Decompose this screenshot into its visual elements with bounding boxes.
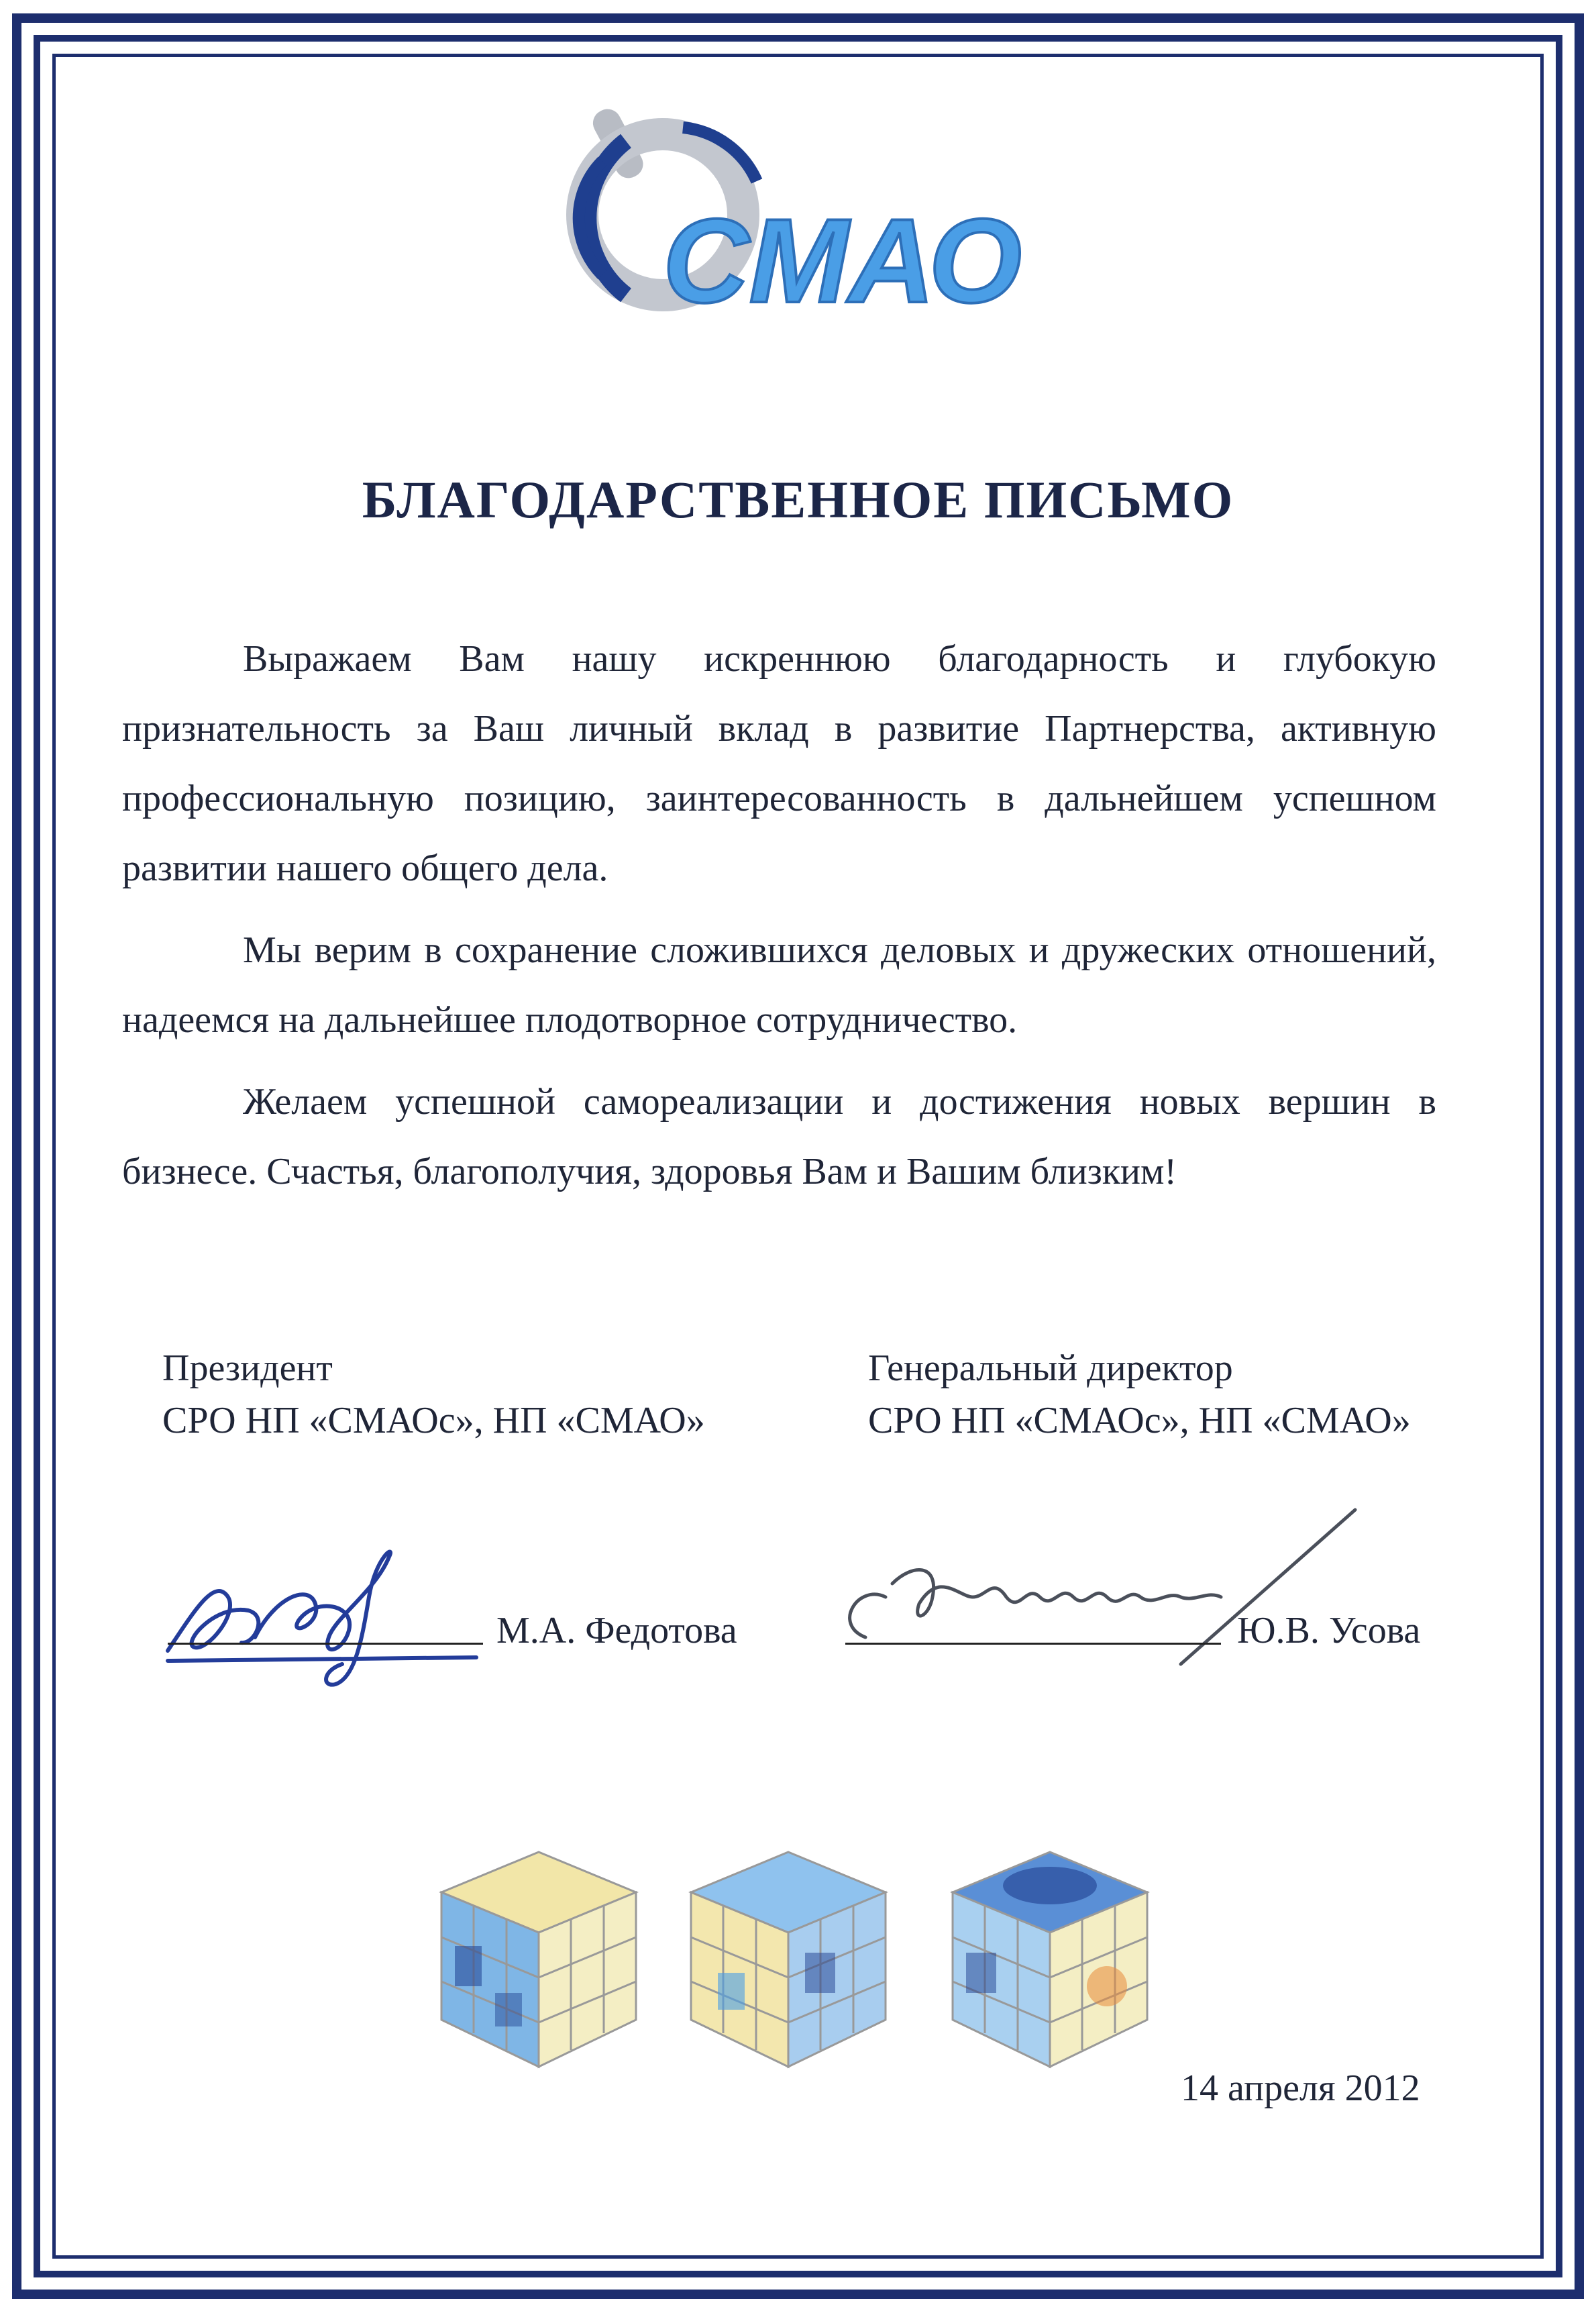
- signatory-right-position: Генеральный директор: [868, 1347, 1233, 1389]
- letter-date: 14 апреля 2012: [1181, 2067, 1420, 2109]
- decorative-cube-1: [428, 1839, 649, 2080]
- paragraph-2: Мы верим в сохранение сложившихся деловых и дружеских отношений, надеемся на дальнейшее плодотворное сотрудничество.: [122, 929, 1436, 1041]
- decorative-cube-2: [678, 1839, 899, 2080]
- signatory-right-org: СРО НП «СМАОс», НП «СМАО»: [868, 1400, 1411, 1441]
- signatory-left-position: Президент: [162, 1347, 333, 1389]
- letter-body: [122, 624, 1436, 1219]
- signatory-left: [162, 1342, 705, 1447]
- paragraph-1: Выражаем Вам нашу искреннюю благодарность и глубокую признательность за Ваш личный вклад в развитие Партнерства, активную профессиональную позицию, заинтересованность в дальнейшем успешном развитии нашего общего дела.: [122, 638, 1436, 889]
- signature-left: [154, 1537, 503, 1691]
- letter-title: БЛАГОДАРСТВЕННОЕ ПИСЬМО: [362, 470, 1234, 529]
- signatory-left-org: СРО НП «СМАОс», НП «СМАО»: [162, 1400, 705, 1441]
- smao-logo: [562, 101, 1022, 329]
- signature-line-right: [845, 1643, 1221, 1645]
- signatory-right-name: Ю.В. Усова: [1237, 1610, 1421, 1651]
- signatory-left-name: М.А. Федотова: [496, 1610, 737, 1651]
- logo-text: СМАО: [663, 194, 1022, 327]
- signature-line-left: [168, 1643, 483, 1645]
- paragraph-3: Желаем успешной самореализации и достижения новых вершин в бизнесе. Счастья, благополучия, здоровья Вам и Вашим близким!: [122, 1081, 1436, 1192]
- signatory-right: [868, 1342, 1411, 1447]
- decorative-cube-3: [939, 1839, 1161, 2080]
